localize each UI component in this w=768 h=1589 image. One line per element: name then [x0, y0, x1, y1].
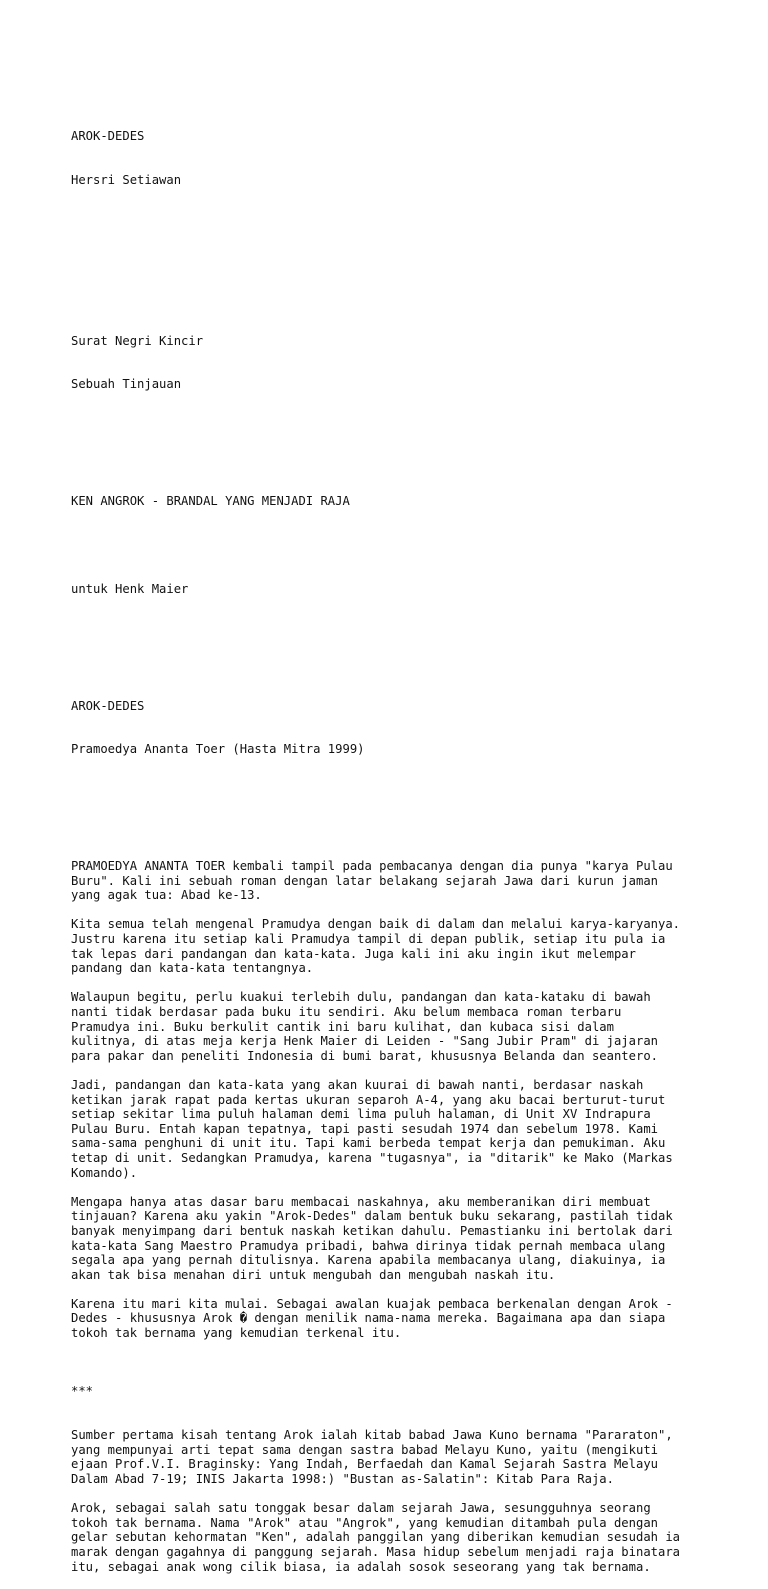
document-title: AROK-DEDES: [71, 129, 145, 144]
paragraph-line: nanti tidak berdasar pada buku itu sendiri. Aku belum membaca roman terbaru: [71, 1005, 622, 1019]
paragraphs-part-1: [71, 859, 731, 1355]
paragraph-line: tokoh tak bernama yang kemudian terkenal itu.: [71, 1326, 402, 1341]
paragraph-line: Buru". Kali ini sebuah roman dengan latar belakang sejarah Jawa dari kurun jaman: [71, 873, 658, 888]
document-page: [71, 71, 731, 1589]
book-info: Pramoedya Ananta Toer (Hasta Mitra 1999): [71, 742, 365, 757]
paragraph: [71, 990, 731, 1063]
paragraph: [71, 1428, 731, 1486]
paragraph-line: Dedes - khususnya Arok � dengan menilik nama-nama mereka. Bagaimana apa dan siapa: [71, 1311, 666, 1326]
author-name: Hersri Setiawan: [71, 173, 182, 188]
paragraph-line: Walaupun begitu, perlu kuakui terlebih dulu, pandangan dan kata-kataku di bawah: [71, 990, 651, 1005]
book-block: [71, 669, 731, 786]
paragraph-line: tetap di unit. Sedangkan Pramudya, karena "tugasnya", ia "ditarik" ke Mako (Markas: [71, 1150, 673, 1165]
paragraph-line: kulitnya, di atas meja kerja Henk Maier di Leiden - "Sang Jubir Pram" di jajaran: [71, 1034, 658, 1049]
paragraph-line: Dalam Abad 7-19; INIS Jakarta 1998:) "Bustan as-Salatin": Kitab Para Raja.: [71, 1472, 614, 1486]
paragraph-line: Justru karena itu setiap kali Pramudya tampil di depan publik, setiap itu pula ia: [71, 932, 666, 947]
paragraph-line: yang agak tua: Abad ke-13.: [71, 888, 262, 903]
paragraph-line: Komando).: [71, 1165, 138, 1180]
separator: ***: [71, 1384, 94, 1399]
paragraph-line: gelar sebutan kehormatan "Ken", adalah panggilan yang diberikan kemudian sesudah ia: [71, 1530, 681, 1545]
paragraph-line: Arok, sebagai salah satu tonggak besar dalam sejarah Jawa, sesungguhnya seorang: [71, 1501, 651, 1516]
paragraph-line: akan tak bisa menahan diri untuk mengubah dan mengubah naskah itu.: [71, 1267, 556, 1282]
paragraph-line: Kita semua telah mengenal Pramudya dengan baik di dalam dan melalui karya-karyanya.: [71, 917, 681, 932]
paragraph-line: setiap sekitar lima puluh halaman demi lima puluh halaman, di Unit XV Indrapura: [71, 1107, 651, 1122]
paragraph-line: Pramudya ini. Buku berkulit cantik ini baru kulihat, dan kubaca sisi dalam: [71, 1019, 614, 1034]
paragraph-line: Pulau Buru. Entah kapan tepatnya, tapi pasti sesudah 1974 dan sebelum 1978. Kami: [71, 1121, 658, 1136]
paragraph-line: Mengapa hanya atas dasar baru membacai naskahnya, aku memberanikan diri membuat: [71, 1194, 651, 1209]
paragraph-line: kata-kata Sang Maestro Pramudya pribadi, bahwa dirinya tidak pernah membaca ulang: [71, 1238, 666, 1253]
paragraph-line: pandang dan kata-kata tentangnya.: [71, 961, 314, 976]
paragraph-line: tak lepas dari pandangan dan kata-kata. Juga kali ini aku ingin ikut melempar: [71, 946, 636, 961]
paragraph-line: banyak menyimpang dari bentuk naskah ketikan dahulu. Pemastianku ini bertolak dari: [71, 1223, 673, 1238]
section-heading: KEN ANGROK - BRANDAL YANG MENJADI RAJA: [71, 494, 350, 509]
paragraph-line: PRAMOEDYA ANANTA TOER kembali tampil pada pembacanya dengan dia punya "karya Pulau: [71, 859, 673, 874]
paragraph-line: ketikan jarak rapat pada kertas ukuran separoh A-4, yang aku bacai berturut-turut: [71, 1092, 666, 1107]
paragraph: [71, 1195, 731, 1283]
paragraph: [71, 1078, 731, 1180]
paragraph: [71, 1297, 731, 1341]
paragraph-line: Karena itu mari kita mulai. Sebagai awalan kuajak pembaca berkenalan dengan Arok -: [71, 1296, 673, 1311]
paragraph: [71, 917, 731, 975]
paragraph-line: itu, sebagai anak wong cilik biasa, ia adalah sosok seseorang yang tak bernama.: [71, 1559, 651, 1574]
book-title: AROK-DEDES: [71, 698, 145, 713]
dedication: untuk Henk Maier: [71, 581, 189, 596]
subtitle-line: Surat Negri Kincir: [71, 333, 204, 348]
paragraph-line: yang mempunyai arti tepat sama dengan sastra babad Melayu Kuno, yaitu (mengikuti: [71, 1442, 658, 1457]
paragraph-line: segala apa yang pernah ditulisnya. Karena apabila membacanya ulang, diakuinya, ia: [71, 1253, 666, 1268]
paragraph-line: marak dengan gagahnya di panggung sejarah. Masa hidup sebelum menjadi raja binatara: [71, 1544, 681, 1559]
title-block: [71, 100, 731, 217]
paragraph-line: tinjauan? Karena aku yakin "Arok-Dedes" dalam bentuk buku sekarang, pastilah tidak: [71, 1209, 673, 1224]
paragraph: [71, 1501, 731, 1574]
paragraphs-part-2: [71, 1428, 731, 1574]
paragraph-line: tokoh tak bernama. Nama "Arok" atau "Angrok", yang kemudian ditambah pula dengan: [71, 1515, 658, 1530]
paragraph-line: sama-sama penghuni di unit itu. Tapi kami berbeda tempat kerja dan pemukiman. Aku: [71, 1136, 666, 1151]
paragraph-line: para pakar dan peneliti Indonesia di bumi barat, khususnya Belanda dan seantero.: [71, 1048, 658, 1063]
subtitle-line: Sebuah Tinjauan: [71, 377, 182, 392]
subtitle-block: [71, 305, 731, 422]
paragraph-line: Jadi, pandangan dan kata-kata yang akan kuurai di bawah nanti, berdasar naskah: [71, 1077, 644, 1092]
paragraph: [71, 859, 731, 903]
paragraph-line: ejaan Prof.V.I. Braginsky: Yang Indah, Berfaedah dan Kamal Sejarah Sastra Melayu: [71, 1457, 658, 1472]
paragraph-line: Sumber pertama kisah tentang Arok ialah kitab babad Jawa Kuno bernama "Pararaton",: [71, 1428, 673, 1443]
